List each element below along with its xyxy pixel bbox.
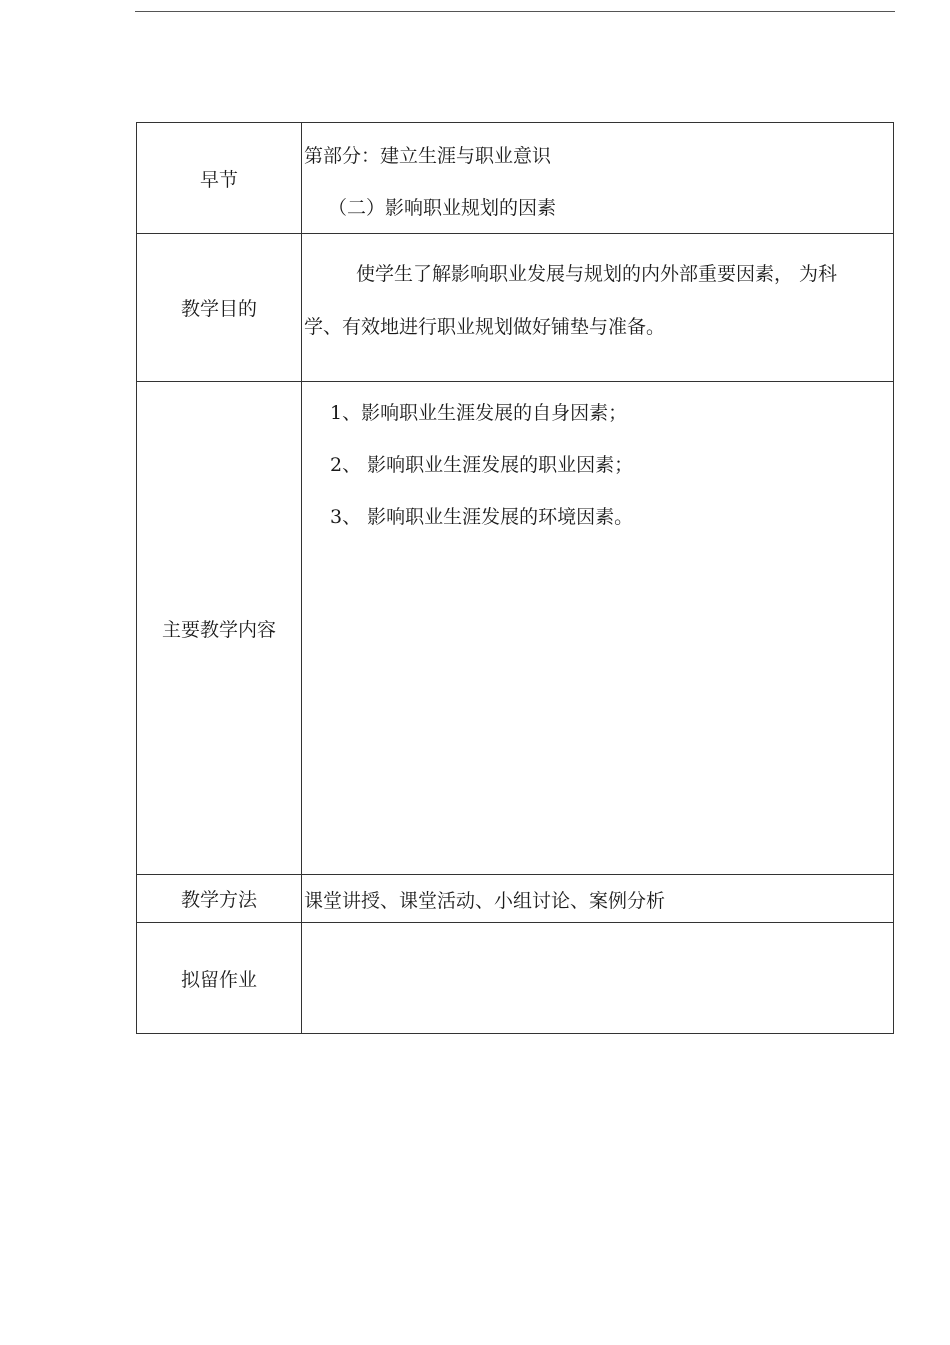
- method-text: 课堂讲授、课堂活动、小组讨论、案例分析: [304, 890, 666, 912]
- method-cell: [302, 875, 894, 923]
- chapter-subtitle: （二）影响职业规划的因素: [328, 197, 557, 219]
- row-method: [137, 875, 894, 923]
- lesson-plan-table: [136, 122, 894, 1034]
- row-chapter: [137, 123, 894, 234]
- objective-cell: [302, 234, 894, 382]
- chapter-cell: [302, 123, 894, 234]
- content-item-1: 1、影响职业生涯发展的自身因素；: [330, 402, 628, 424]
- homework-cell: [302, 923, 894, 1034]
- objective-label: 教学目的: [137, 234, 302, 382]
- row-objective: [137, 234, 894, 382]
- objective-text: 使学生了解影响职业发展与规划的内外部重要因素， 为科学、有效地进行职业规划做好铺垫与准备。: [304, 263, 838, 338]
- content-item-3: 3、 影响职业生涯发展的环境因素。: [330, 506, 634, 528]
- row-homework: [137, 923, 894, 1034]
- chapter-title: 第部分：建立生涯与职业意识: [304, 145, 552, 167]
- row-content: [137, 382, 894, 875]
- homework-label: 拟留作业: [137, 923, 302, 1034]
- chapter-label: 早节: [137, 123, 302, 234]
- method-label: 教学方法: [137, 875, 302, 923]
- content-cell: [302, 382, 894, 875]
- content-label: 主要教学内容: [137, 382, 302, 875]
- header-rule: [135, 11, 895, 12]
- content-item-2: 2、 影响职业生涯发展的职业因素；: [330, 454, 634, 476]
